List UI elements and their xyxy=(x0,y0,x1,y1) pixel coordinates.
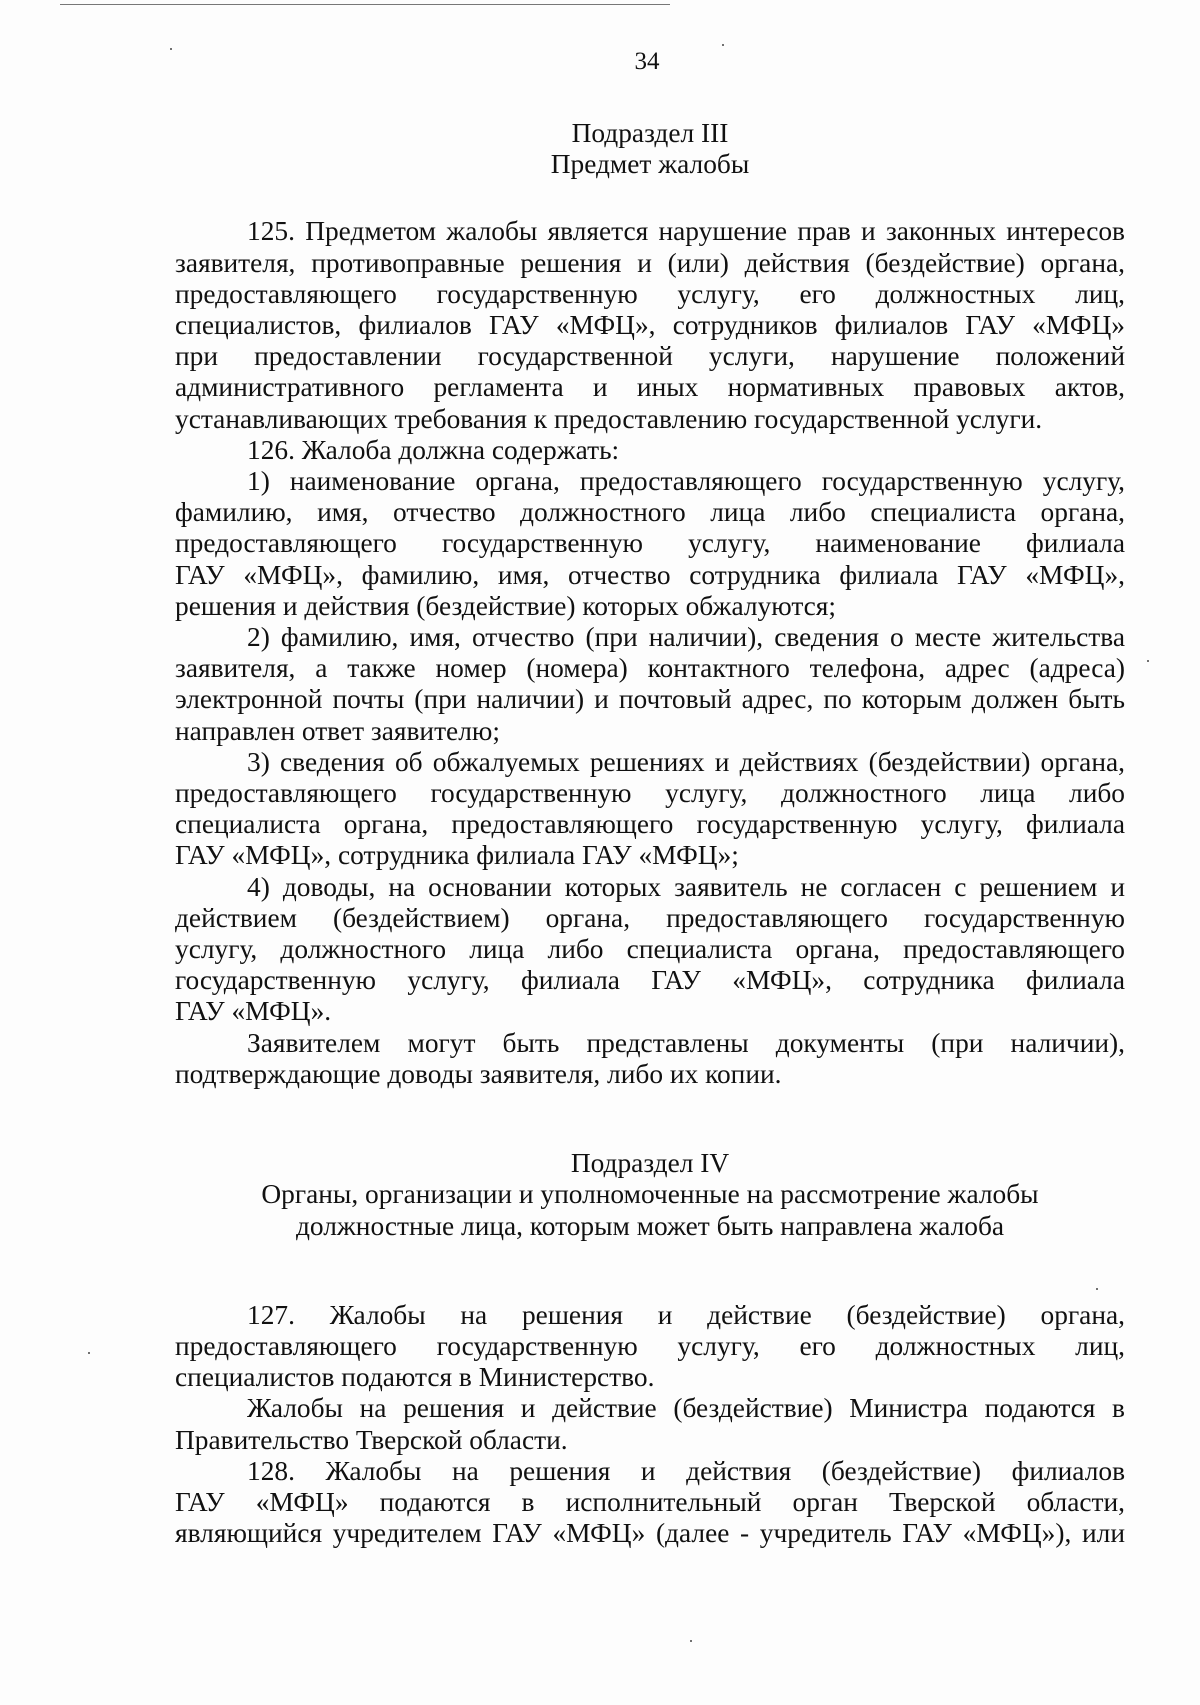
text-line: ГАУ «МФЦ». xyxy=(175,996,332,1027)
section-3-body xyxy=(175,216,1125,1090)
text-line: административного регламента и иных нормативных правовых актов, xyxy=(175,372,1125,403)
text-line: 127. Жалобы на решения и действие (бездействие) органа, xyxy=(247,1299,1125,1330)
text-line: при предоставлении государственной услуги, нарушение положений xyxy=(175,341,1125,372)
paragraph xyxy=(175,1456,1125,1550)
text-line: предоставляющего государственную услугу, должностного лица либо xyxy=(175,778,1125,809)
section-4-body xyxy=(175,1300,1125,1550)
text-line: заявителя, противоправные решения и (или) действия (бездействие) органа, xyxy=(175,247,1125,278)
text-line: ГАУ «МФЦ» подаются в исполнительный орган Тверской области, xyxy=(175,1486,1125,1517)
text-line: являющийся учредителем ГАУ «МФЦ» (далее - учредитель ГАУ «МФЦ»), или xyxy=(175,1518,1125,1549)
section-4-subtitle-line: должностные лица, которым может быть направлена жалоба xyxy=(295,1210,1005,1241)
page-number: 34 xyxy=(634,48,660,75)
paragraph xyxy=(175,747,1125,872)
section-4-subtitle-line: Органы, организации и уполномоченные на рассмотрение жалобы xyxy=(261,1179,1039,1210)
paragraph xyxy=(175,1393,1125,1455)
scan-edge-line xyxy=(60,4,670,5)
text-line: 126. Жалоба должна содержать: xyxy=(247,434,620,465)
text-line: 128. Жалобы на решения и действия (бездействие) филиалов xyxy=(247,1455,1125,1486)
paragraph xyxy=(175,466,1125,622)
section-3-heading xyxy=(175,118,1125,180)
paragraph xyxy=(175,622,1125,747)
paragraph xyxy=(175,216,1125,434)
text-line: предоставляющего государственную услугу, его должностных лиц, xyxy=(175,1330,1125,1361)
text-line: направлен ответ заявителю; xyxy=(175,715,500,746)
text-line: Жалобы на решения и действие (бездействие) Министра подаются в xyxy=(247,1393,1125,1424)
text-line: ГАУ «МФЦ», фамилию, имя, отчество сотрудника филиала ГАУ «МФЦ», xyxy=(175,559,1125,590)
text-line: предоставляющего государственную услугу, наименование филиала xyxy=(175,528,1125,559)
text-line: специалистов подаются в Министерство. xyxy=(175,1362,655,1393)
text-line: государственную услугу, филиала ГАУ «МФЦ», сотрудника филиала xyxy=(175,965,1125,996)
text-line: электронной почты (при наличии) и почтовый адрес, по которым должен быть xyxy=(175,684,1125,715)
scan-speck xyxy=(690,1640,692,1642)
text-line: ГАУ «МФЦ», сотрудника филиала ГАУ «МФЦ»; xyxy=(175,840,739,871)
scan-speck xyxy=(88,1352,90,1354)
text-line: 125. Предметом жалобы является нарушение прав и законных интересов xyxy=(247,216,1125,247)
scan-speck xyxy=(1147,660,1149,662)
paragraph xyxy=(175,435,1125,466)
section-3-subtitle: Предмет жалобы xyxy=(550,149,750,180)
text-line: заявителя, а также номер (номера) контактного телефона, адрес (адреса) xyxy=(175,653,1125,684)
section-3-title: Подраздел III xyxy=(571,118,729,148)
scan-speck xyxy=(1096,1288,1098,1290)
text-line: предоставляющего государственную услугу, его должностных лиц, xyxy=(175,278,1125,309)
text-line: 1) наименование органа, предоставляющего государственную услугу, xyxy=(247,466,1125,497)
paragraph xyxy=(175,1028,1125,1090)
scan-speck xyxy=(722,44,724,46)
text-line: услугу, должностного лица либо специалиста органа, предоставляющего xyxy=(175,934,1125,965)
text-line: устанавливающих требования к предоставлению государственной услуги. xyxy=(175,403,1043,434)
text-line: 4) доводы, на основании которых заявитель не согласен с решением и xyxy=(247,871,1125,902)
text-line: фамилию, имя, отчество должностного лица либо специалиста органа, xyxy=(175,497,1125,528)
section-4-heading xyxy=(175,1148,1125,1242)
text-line: 2) фамилию, имя, отчество (при наличии), сведения о месте жительства xyxy=(247,622,1125,653)
scan-speck xyxy=(170,48,172,50)
text-line: Заявителем могут быть представлены документы (при наличии), xyxy=(247,1027,1125,1058)
section-4-title: Подраздел IV xyxy=(570,1148,730,1179)
text-line: специалистов, филиалов ГАУ «МФЦ», сотрудников филиалов ГАУ «МФЦ» xyxy=(175,310,1125,341)
text-line: специалиста органа, предоставляющего государственную услугу, филиала xyxy=(175,809,1125,840)
document-body xyxy=(175,118,1125,1549)
text-line: действием (бездействием) органа, предоставляющего государственную xyxy=(175,902,1125,933)
paragraph xyxy=(175,1300,1125,1394)
text-line: Правительство Тверской области. xyxy=(175,1424,568,1455)
text-line: 3) сведения об обжалуемых решениях и действиях (бездействии) органа, xyxy=(247,746,1125,777)
paragraph xyxy=(175,872,1125,1028)
text-line: подтверждающие доводы заявителя, либо их копии. xyxy=(175,1058,782,1089)
text-line: решения и действия (бездействие) которых обжалуются; xyxy=(175,590,836,621)
